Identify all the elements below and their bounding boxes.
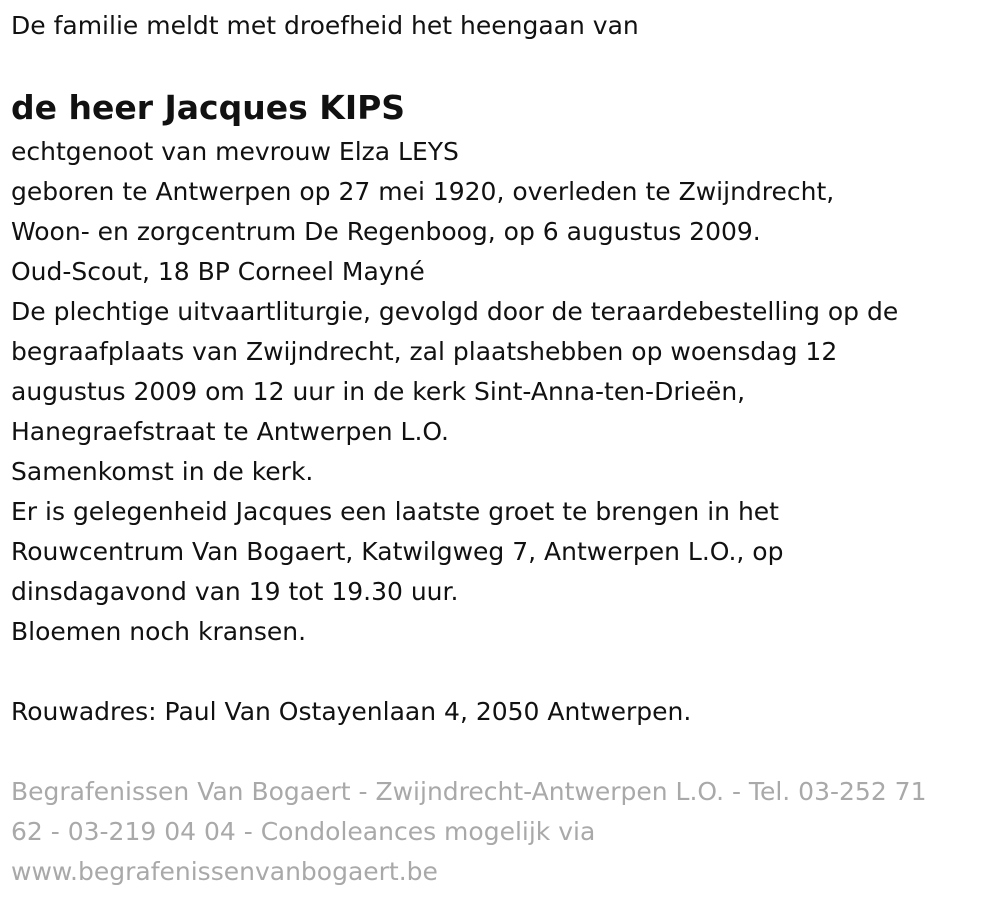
place-of-death-line: Woon- en zorgcentrum De Regenboog, op 6 augustus 2009. xyxy=(11,217,761,246)
farewell-line-3: dinsdagavond van 19 tot 19.30 uur. xyxy=(11,577,459,606)
footer-website-link[interactable]: www.begrafenissenvanbogaert.be xyxy=(11,857,438,886)
intro-text: De familie meldt met droefheid het heengaan van xyxy=(11,11,639,40)
funeral-line-1: De plechtige uitvaartliturgie, gevolgd door de teraardebestelling op de xyxy=(11,297,899,326)
flowers-line: Bloemen noch kransen. xyxy=(11,617,307,646)
deceased-name: de heer Jacques KIPS xyxy=(11,88,406,127)
death-notice xyxy=(11,6,986,892)
notice-details xyxy=(11,132,986,652)
farewell-line-1: Er is gelegenheid Jacques een laatste groet te brengen in het xyxy=(11,497,779,526)
birth-death-line: geboren te Antwerpen op 27 mei 1920, overleden te Zwijndrecht, xyxy=(11,177,835,206)
scout-line: Oud-Scout, 18 BP Corneel Mayné xyxy=(11,257,425,286)
gathering-line: Samenkomst in de kerk. xyxy=(11,457,314,486)
farewell-line-2: Rouwcentrum Van Bogaert, Katwilgweg 7, Antwerpen L.O., op xyxy=(11,537,784,566)
funeral-line-2: begraafplaats van Zwijndrecht, zal plaatshebben op woensdag 12 xyxy=(11,337,838,366)
spouse-line: echtgenoot van mevrouw Elza LEYS xyxy=(11,137,459,166)
footer-line-1: Begrafenissen Van Bogaert - Zwijndrecht-Antwerpen L.O. - Tel. 03-252 71 xyxy=(11,777,927,806)
funeral-line-4: Hanegraefstraat te Antwerpen L.O. xyxy=(11,417,450,446)
mourning-address: Rouwadres: Paul Van Ostayenlaan 4, 2050 Antwerpen. xyxy=(11,697,692,726)
funeral-line-3: augustus 2009 om 12 uur in de kerk Sint-Anna-ten-Drieën, xyxy=(11,377,746,406)
funeral-home-footer xyxy=(11,772,986,892)
footer-line-2: 62 - 03-219 04 04 - Condoleances mogelijk via xyxy=(11,817,596,846)
